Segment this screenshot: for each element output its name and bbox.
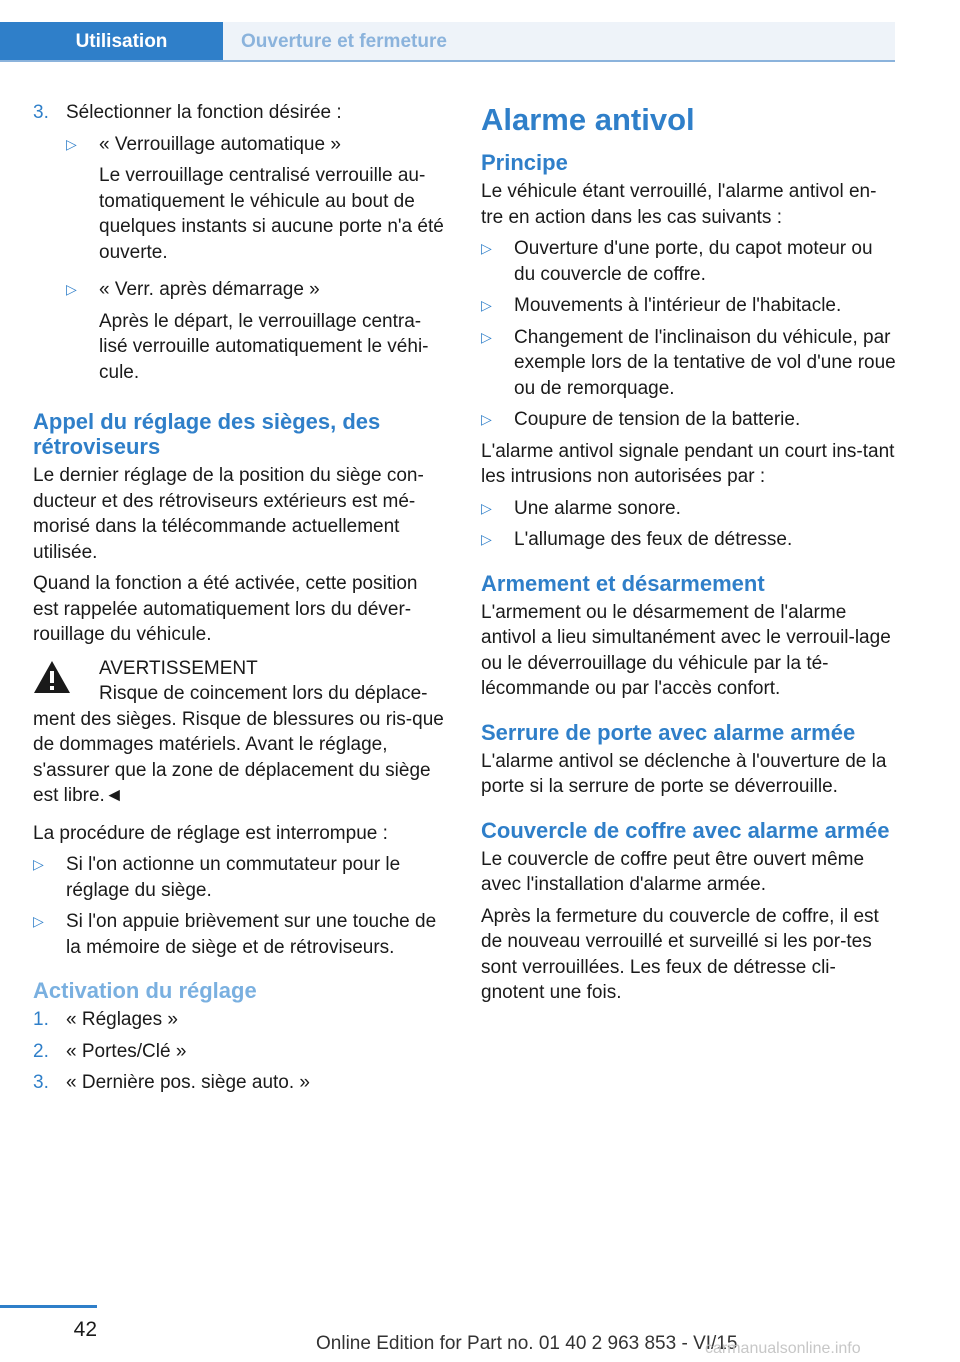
paragraph: Le dernier réglage de la position du siège con-ducteur et des rétroviseurs extérieurs est mé-morisé dans la télécommande actuellement utilisée. [33, 465, 424, 563]
list-item: ▷ Si l'on actionne un commutateur pour le réglage du siège. [33, 852, 448, 903]
bullet-triangle-icon: ▷ [481, 411, 492, 427]
option-title: « Verrouillage automatique » [99, 133, 341, 155]
bullet-triangle-icon: ▷ [33, 913, 44, 929]
paragraph: Quand la fonction a été activée, cette position est rappelée automatiquement lors du déver-rouillage du véhicule. [33, 573, 418, 645]
list-item: ▷ Ouverture d'une porte, du capot moteur ou du couvercle de coffre. [481, 236, 896, 287]
header-divider [0, 60, 895, 62]
bullet-triangle-icon: ▷ [66, 135, 77, 152]
page-number: 42 [73, 1318, 97, 1341]
bullet-triangle-icon: ▷ [66, 281, 77, 297]
section-heading-armement: Armement et désarmement [481, 570, 765, 596]
option-description: Le verrouillage centralisé verrouille au-tomatiquement le véhicule au bout de quelques instants si aucune porte n'a été ouverte. [99, 165, 444, 263]
bullet-triangle-icon: ▷ [481, 240, 492, 256]
step-1: 1. « Réglages » [33, 1009, 178, 1030]
paragraph: L'alarme antivol signale pendant un court ins-tant les intrusions non autorisées par : [481, 440, 895, 487]
step-3-options [66, 132, 448, 392]
list-item: ▷ Coupure de tension de la batterie. [481, 407, 896, 433]
bullet-triangle-icon: ▷ [33, 856, 44, 872]
footer-divider [0, 1305, 97, 1308]
chapter-header [0, 22, 895, 62]
paragraph: Le couvercle de coffre peut être ouvert même avec l'installation d'alarme armée. [481, 848, 865, 895]
step-text: Sélectionner la fonction désirée : [66, 102, 342, 123]
list-item [66, 277, 448, 391]
edition-note: Online Edition for Part no. 01 40 2 963 853 - VI/15 [316, 1333, 738, 1354]
bullet-triangle-icon: ▷ [481, 297, 492, 313]
section-heading-couvercle: Couvercle de coffre avec alarme armée [481, 817, 890, 843]
paragraph: Après la fermeture du couvercle de coffre, il est de nouveau verrouillé et surveillé si les por-tes sont verrouillées. Les feux de détresse cli-gnotent une fois. [481, 905, 879, 1003]
section-heading-appel: Appel du réglage des sièges, des rétroviseurs [33, 409, 381, 459]
option-title: « Verr. après démarrage » [99, 279, 320, 300]
paragraph: L'armement ou le désarmement de l'alarme antivol a lieu simultanément avec le verrouil-lage ou le déverrouillage du véhicule par la té-lécommande ou par l'accès confort. [481, 601, 891, 699]
paragraph: Le véhicule étant verrouillé, l'alarme antivol en-tre en action dans les cas suivants : [481, 181, 877, 228]
tab-ouverture-fermeture[interactable]: Ouverture et fermeture [223, 22, 895, 62]
warning-triangle-icon [33, 660, 71, 694]
section-heading-serrure: Serrure de porte avec alarme armée [481, 719, 856, 745]
warning-title: AVERTISSEMENT [99, 657, 258, 679]
warning-box [33, 656, 448, 809]
list-item: ▷ Si l'on appuie brièvement sur une touche de la mémoire de siège et de rétroviseurs. [33, 909, 448, 960]
step-3 [33, 100, 448, 126]
warning-text: ment des sièges. Risque de blessures ou ris-que de dommages matériels. Avant le réglage, s'assurer que la zone de déplacement du siège est libre.◄ [33, 708, 444, 806]
list-item: ▷ Une alarme sonore. [481, 496, 896, 522]
watermark: carmanualsonline.info [705, 1340, 861, 1357]
paragraph: L'alarme antivol se déclenche à l'ouverture de la porte si la serrure de porte se déverrouille. [481, 750, 887, 797]
option-description: Après le départ, le verrouillage centra-lisé verrouille automatiquement le véhi-cule. [99, 310, 429, 383]
bullet-triangle-icon: ▷ [481, 328, 492, 345]
section-heading-principe: Principe [481, 150, 568, 175]
right-column [481, 100, 896, 1012]
chapter-title: Alarme antivol [481, 102, 695, 137]
list-item [66, 132, 448, 272]
left-column [33, 100, 448, 1102]
list-item: ▷ Mouvements à l'intérieur de l'habitacle. [481, 293, 896, 319]
bullet-triangle-icon: ▷ [481, 499, 492, 516]
step-2: 2. « Portes/Clé » [33, 1040, 187, 1062]
list-item: ▷ Changement de l'inclinaison du véhicule, par exemple lors de la tentative de vol d'une roue ou de remorquage. [481, 325, 896, 402]
warning-text-first-line: Risque de coincement lors du déplace- [99, 683, 428, 704]
section-heading-activation: Activation du réglage [33, 978, 257, 1003]
step-number: 3. [33, 102, 49, 123]
paragraph: La procédure de réglage est interrompue : [33, 822, 388, 844]
step-3: 3. « Dernière pos. siège auto. » [33, 1072, 310, 1093]
tab-utilisation[interactable]: Utilisation [0, 22, 223, 62]
list-item: ▷ L'allumage des feux de détresse. [481, 527, 896, 553]
bullet-triangle-icon: ▷ [481, 531, 492, 547]
